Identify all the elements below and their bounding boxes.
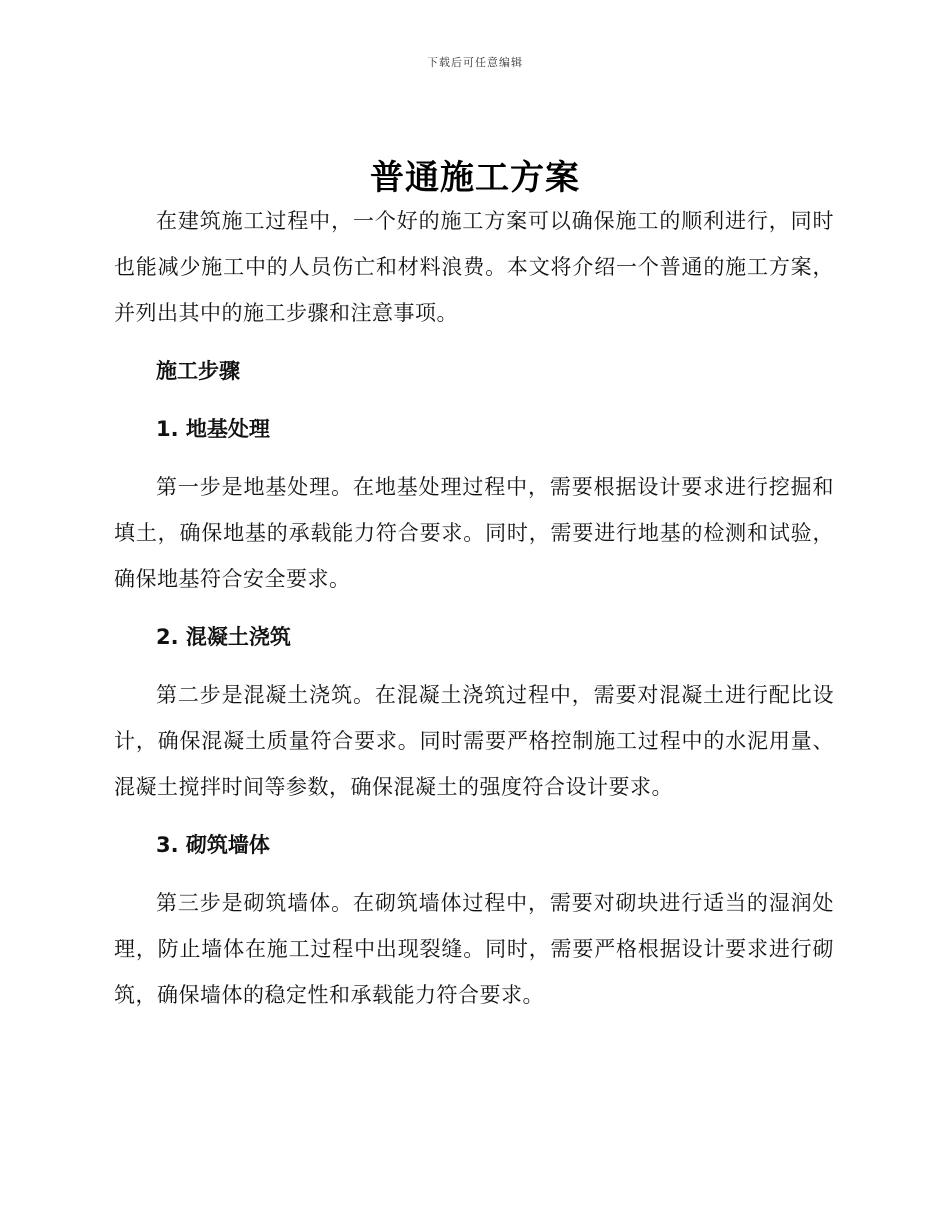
step-1-heading: 1. 地基处理 — [156, 417, 270, 441]
step-2-heading: 2. 混凝土浇筑 — [156, 625, 291, 649]
step-1-paragraph: 第一步是地基处理。在地基处理过程中，需要根据设计要求进行挖掘和填土，确保地基的承载能力符合要求。同时，需要进行地基的检测和试验，确保地基符合安全要求。 — [114, 475, 834, 591]
intro-paragraph: 在建筑施工过程中，一个好的施工方案可以确保施工的顺利进行，同时也能减少施工中的人员伤亡和材料浪费。本文将介绍一个普通的施工方案，并列出其中的施工步骤和注意事项。 — [114, 209, 834, 325]
step-2-paragraph: 第二步是混凝土浇筑。在混凝土浇筑过程中，需要对混凝土进行配比设计，确保混凝土质量符合要求。同时需要严格控制施工过程中的水泥用量、混凝土搅拌时间等参数，确保混凝土的强度符合设计要求。 — [114, 683, 834, 799]
document-title: 普通施工方案 — [370, 158, 580, 198]
step-3-heading: 3. 砌筑墙体 — [156, 833, 270, 857]
step-3-paragraph: 第三步是砌筑墙体。在砌筑墙体过程中，需要对砌块进行适当的湿润处理，防止墙体在施工过程中出现裂缝。同时，需要严格根据设计要求进行砌筑，确保墙体的稳定性和承载能力符合要求。 — [114, 891, 834, 1007]
section-heading: 施工步骤 — [156, 359, 240, 383]
document-body — [114, 198, 834, 1018]
page-header-note: 下载后可任意编辑 — [427, 56, 523, 69]
